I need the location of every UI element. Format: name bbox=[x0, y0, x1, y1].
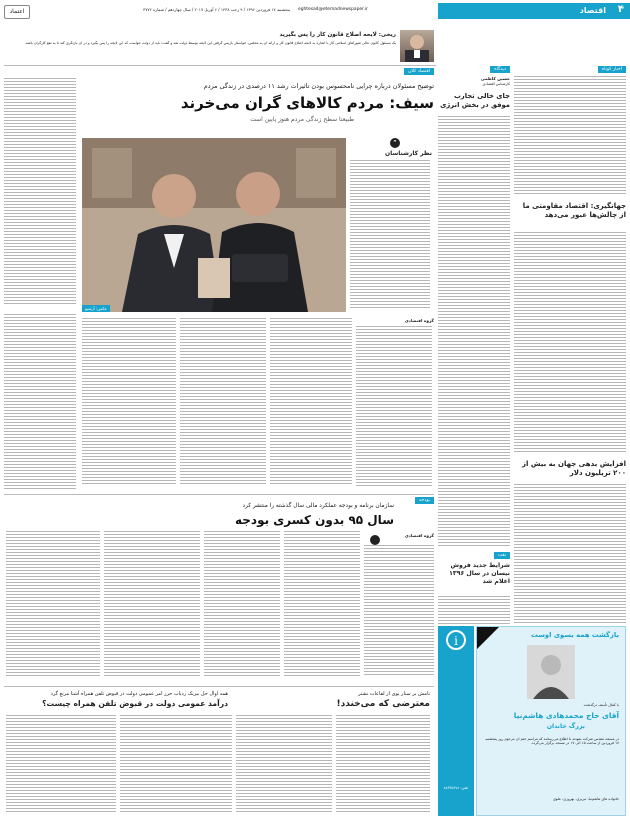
phone-kicker: همه اوال حل بیرنک ردیاب حرز امر عمومی دولت در قبوض تلفن همراه آشنا مرتع گرد bbox=[50, 691, 228, 697]
info-icon bbox=[446, 630, 466, 650]
consumer-headline: معترضی که می‌خندد! bbox=[336, 699, 430, 709]
consumer-kicker: نامش بر سنار یوی از لقا‌عات نشتر bbox=[358, 691, 430, 697]
photo-caption-text: عکس: آرشیو bbox=[85, 306, 107, 311]
text-column-3 bbox=[180, 318, 266, 486]
logo-text: اعتماد bbox=[9, 8, 25, 15]
obituary-title: بازگشت همه بسوی اوست bbox=[531, 631, 619, 639]
issue-line: پنجشنبه ۱۷ فروردین ۱۳۹۶ / ۹ رجب ۱۴۳۸ / ۶ آوریل ۲۰۱۷ / سال چهاردهم / شماره ۳۷۷۶ bbox=[143, 7, 290, 12]
text-block bbox=[4, 78, 76, 304]
photo-caption bbox=[82, 305, 110, 312]
opinion-box bbox=[350, 138, 432, 312]
budget-kicker: سازمان برنامه و بودجه عملکرد مالی سال گذشته را منتشر کرد bbox=[242, 503, 394, 509]
obituary-subtitle: بزرگ خاندان bbox=[546, 723, 585, 730]
news-tag-label: اخبار کوتاه bbox=[601, 67, 622, 72]
bottom-strip bbox=[4, 686, 434, 816]
budget-tag bbox=[415, 497, 434, 504]
text-block bbox=[438, 116, 510, 546]
quote-icon: ” bbox=[390, 138, 400, 148]
main-subhead: طبیعتا سطح زندگی مردم هنوز پایین است bbox=[250, 116, 354, 123]
budget-story bbox=[4, 494, 434, 684]
text-column-1 bbox=[356, 326, 432, 486]
text-column bbox=[284, 531, 360, 677]
text-block bbox=[438, 596, 510, 626]
top-story-body: یک مسئول کانون عالی شوراهای اسلامی کار با اشاره به لایحه اصلاح قانون کار و ارائه آن به مجلس، خواستار بازپس گرفتن این لایحه توسط دولت شد و گفت: باید از دولت خواست که این لایحه را پس بگیرد و در آن بازنگری کند تا به نفع کارگران باشد. bbox=[24, 41, 396, 45]
text-block bbox=[514, 484, 626, 624]
budget-opinion-icon bbox=[370, 535, 380, 545]
section-bar bbox=[438, 3, 630, 19]
text-column bbox=[236, 715, 332, 813]
text-column bbox=[364, 545, 434, 675]
budget-byline: گروه اقتصادی bbox=[404, 533, 434, 538]
news-tag bbox=[598, 66, 626, 73]
top-story bbox=[4, 26, 436, 66]
main-story bbox=[80, 68, 434, 488]
text-block bbox=[514, 232, 626, 454]
text-column bbox=[6, 531, 100, 677]
opinion-tag-label: دیدگاه bbox=[494, 67, 506, 72]
mourning-ribbon bbox=[477, 627, 499, 649]
text-column bbox=[6, 715, 116, 813]
opinion-author: حسین کاظمی bbox=[480, 76, 510, 81]
main-kicker: توضیح مسئولان درباره چرایی نامحسوس بودن تاثیرات رشد ۱۱ درصدی در زندگی مردم bbox=[203, 82, 434, 90]
nissan-headline: شرایط جدید فروش نیسان در سال ۱۳۹۶ اعلام شد bbox=[449, 562, 510, 585]
advert bbox=[438, 626, 474, 816]
opinion-box-title: نظر کارشناسان bbox=[385, 150, 432, 157]
text-column bbox=[336, 715, 430, 813]
left-column-lower bbox=[4, 314, 76, 490]
info-icon-letter: i bbox=[454, 634, 458, 648]
far-right-column bbox=[514, 66, 626, 626]
text-column bbox=[120, 715, 232, 813]
main-headline: سیف: مردم کالاهای گران می‌خرند bbox=[180, 94, 434, 112]
text-block bbox=[514, 76, 626, 196]
main-photo bbox=[82, 138, 346, 312]
newspaper-logo bbox=[4, 5, 30, 19]
budget-tag-label: بودجه bbox=[419, 498, 430, 503]
opinion-tag bbox=[490, 66, 510, 73]
masthead bbox=[0, 0, 630, 28]
headline-jahangiri: جهانگیری: اقتصاد مقاومتی ما از چالش‌ها عبور می‌دهد bbox=[522, 202, 626, 219]
oil-tag-label: نفت bbox=[497, 553, 506, 558]
left-column-top bbox=[4, 68, 76, 308]
author-portrait bbox=[400, 30, 434, 62]
main-tag bbox=[404, 68, 434, 75]
phone-headline: درآمد عمومی دولت در قبوض تلفن همراه چیست؟ bbox=[42, 699, 228, 708]
text-block bbox=[350, 160, 430, 310]
obituary bbox=[476, 626, 626, 816]
main-tag-label: اقتصاد کلان bbox=[407, 69, 430, 74]
oil-tag bbox=[494, 552, 510, 559]
headline-debt: افزایش بدهی جهان به بیش از ۲۰۰ تریلیون دلار bbox=[521, 460, 626, 477]
text-column bbox=[104, 531, 200, 677]
obituary-intro: با کمال تأسف درگذشت bbox=[583, 703, 619, 707]
obituary-footer: خانواده های هاشم‌نیا، تبریزی، بهروزی، علوی bbox=[552, 797, 619, 801]
advert-text: تلفن: ۸۸۳۴۵۶۷۸ bbox=[443, 786, 469, 790]
text-column bbox=[204, 531, 280, 677]
top-story-title: ریخی: لایحه اصلاح قانون کار را پس بگیرید bbox=[279, 32, 396, 38]
deceased-portrait bbox=[527, 645, 575, 699]
page-number: ۴ bbox=[617, 4, 624, 15]
obituary-body: در مسجد مقدس شرکت نمودند تا اطلاع می‌رسانند که مراسم ختم آن مرحوم روز پنجشنبه ۱۷ فروردین از ساعت ۱۵ الی ۱۷ در مسجد برگزار می‌گردد. bbox=[485, 737, 619, 746]
opinion-role: کارشناس اقتصادی bbox=[482, 82, 510, 86]
budget-headline: سال ۹۵ بدون کسری بودجه bbox=[235, 513, 394, 527]
text-column-2 bbox=[270, 318, 352, 486]
obituary-name: آقای حاج محمدهادی هاشم‌نیا bbox=[513, 711, 619, 720]
opinion-headline: جای خالی تجارب موفق در بخش انرژی bbox=[440, 92, 510, 109]
right-sidebar bbox=[438, 66, 510, 626]
text-column-4 bbox=[82, 318, 176, 486]
section-name: اقتصاد bbox=[579, 6, 606, 15]
website: eghtesad@etemadnewspaper.ir bbox=[298, 7, 368, 12]
main-byline: گروه اقتصادی bbox=[404, 318, 434, 323]
